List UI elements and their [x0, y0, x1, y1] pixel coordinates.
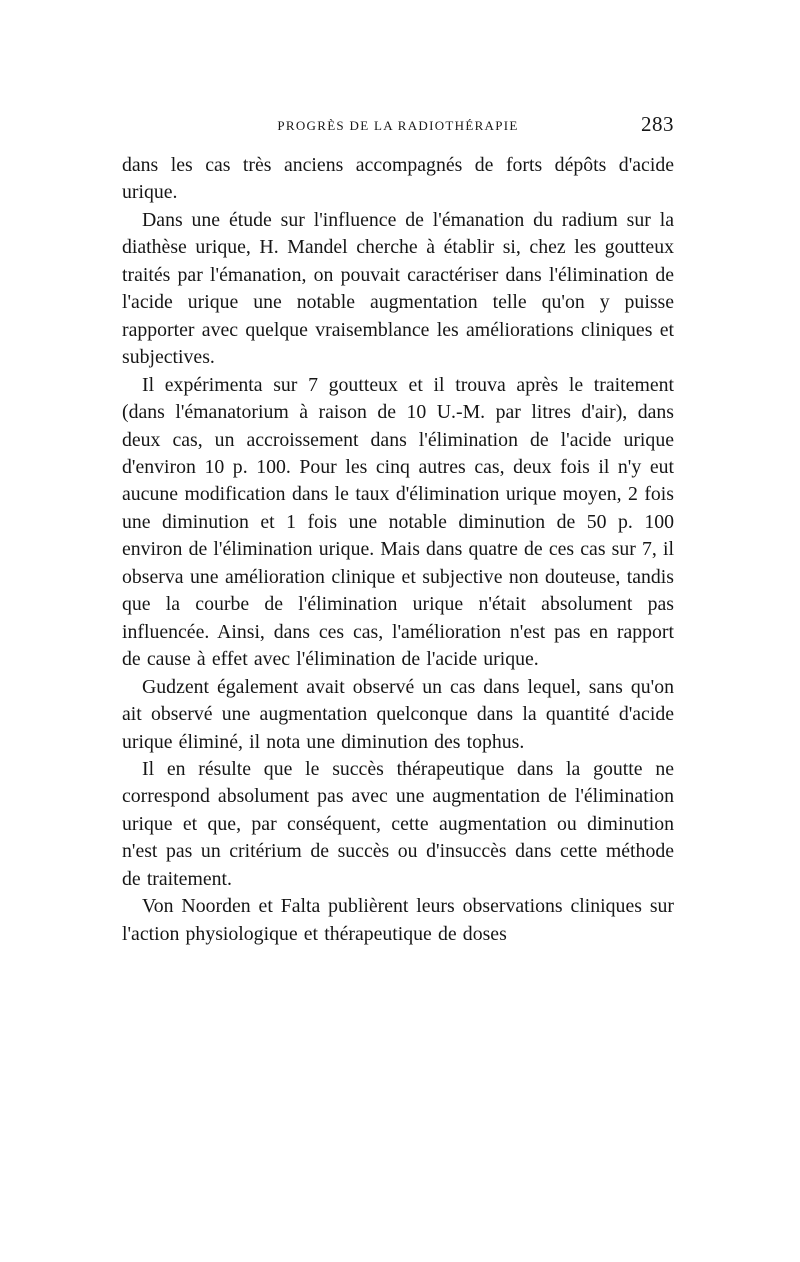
- paragraph-continuation: dans les cas très anciens accompagnés de forts dépôts d'acide urique.: [122, 154, 674, 204]
- paragraph-experiment: Il expérimenta sur 7 goutteux et il trouva après le traitement (dans l'émanatorium à raison de 10 U.-M. par litres d'air), dans deux cas, un accroissement dans l'élimination de l'acide urique d'environ 10 p. 100. Pour les cinq autres cas, deux fois il n'y eut aucune modification dans le taux d'élimination urique moyen, 2 fois une diminution et 1 fois une notable diminution de 50 p. 100 environ de l'élimination urique. Mais dans quatre de ces cas sur 7, il observa une amélioration clinique et subjective non douteuse, tandis que la courbe de l'élimination urique n'était absolument pas influencée. Ainsi, dans ces cas, l'amélioration n'est pas en rapport de cause à effet avec l'élimination de l'acide urique.: [122, 373, 674, 671]
- paragraph-conclusion: Il en résulte que le succès thérapeutique dans la goutte ne correspond absolument pas avec une augmentation de l'élimination urique et que, par conséquent, cette augmentation ou diminution n'est pas un critérium de succès ou d'insuccès dans cette méthode de traitement.: [122, 757, 674, 890]
- paragraph-mandel-study: Dans une étude sur l'influence de l'émanation du radium sur la diathèse urique, H. Mandel cherche à établir si, chez les goutteux traités par l'émanation, on pouvait caractériser dans l'élimination de l'acide urique une notable augmentation telle qu'on y puisse rapporter avec quelque vraisemblance les améliorations cliniques et subjectives.: [122, 208, 674, 369]
- page-number: 283: [641, 112, 674, 136]
- paragraph-von-noorden: Von Noorden et Falta publièrent leurs observations cliniques sur l'action physiologique et thérapeutique de doses: [122, 895, 674, 945]
- running-title: PROGRÈS DE LA RADIOTHÉRAPIE: [277, 118, 519, 133]
- running-head: [122, 112, 674, 142]
- body-text: [122, 152, 674, 948]
- paragraph-gudzent: Gudzent également avait observé un cas dans lequel, sans qu'on ait observé une augmentation quelconque dans la quantité d'acide urique éliminé, il nota une diminution des tophus.: [122, 675, 674, 753]
